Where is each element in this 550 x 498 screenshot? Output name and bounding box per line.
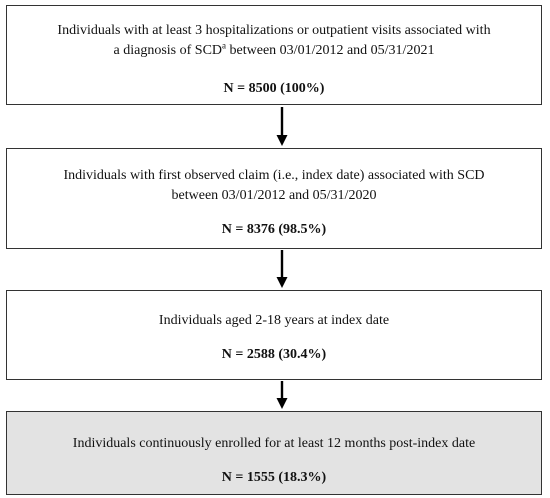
step-2-description-line-1: Individuals with first observed claim (i.e., index date) associated with SCD: [63, 168, 485, 183]
step-4-count: N = 1555 (18.3%): [221, 470, 327, 485]
step-3-description: Individuals aged 2-18 years at index date: [158, 313, 390, 328]
step-1-description-line-2: [7, 41, 541, 61]
flow-step-2: [6, 148, 542, 249]
step-1-count: N = 8500 (100%): [223, 81, 325, 96]
arrow-down-icon: [274, 380, 290, 411]
step-1-description-suffix: between 03/01/2012 and 05/31/2021: [226, 43, 435, 58]
step-2-description-line-2: between 03/01/2012 and 05/31/2020: [171, 188, 377, 203]
step-4-description: Individuals continuously enrolled for at least 12 months post-index date: [72, 436, 476, 451]
footnote-marker: a: [222, 40, 227, 51]
step-1-description-line-1: Individuals with at least 3 hospitalizations or outpatient visits associated with: [57, 23, 491, 38]
step-1-description-prefix: a diagnosis of SCD: [113, 43, 223, 58]
flow-step-4: [6, 411, 542, 495]
step-2-count: N = 8376 (98.5%): [221, 222, 327, 237]
flow-step-3: [6, 290, 542, 380]
arrow-down-icon: [274, 106, 290, 148]
flow-step-1: [6, 5, 542, 105]
arrow-down-icon: [274, 249, 290, 290]
step-3-count: N = 2588 (30.4%): [221, 347, 327, 362]
